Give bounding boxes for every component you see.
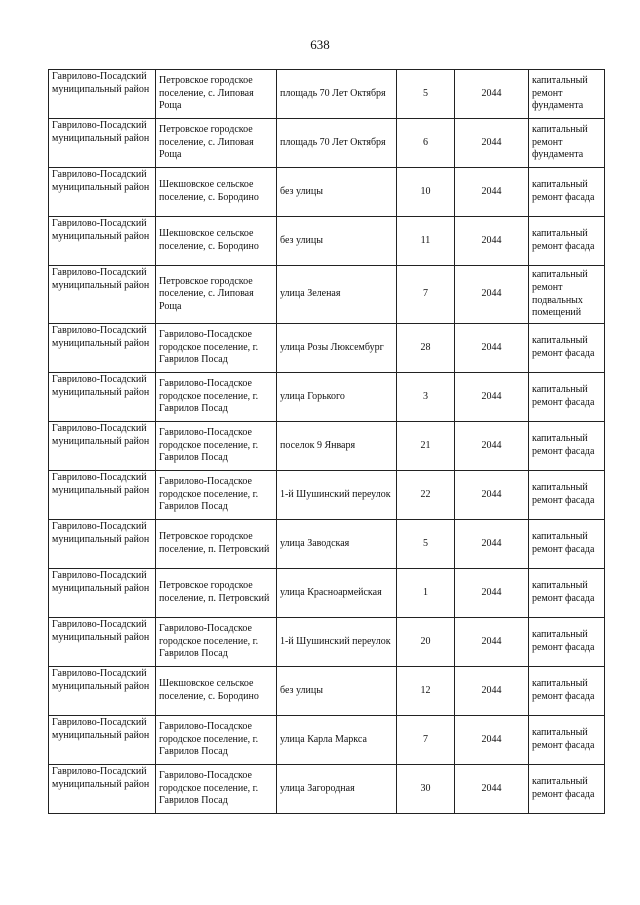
district-cell: Гаврилово-Посадский муниципальный район xyxy=(49,618,156,667)
work-type-cell: капитальный ремонт фасада xyxy=(529,618,605,667)
house-number-cell: 3 xyxy=(397,373,455,422)
district-cell: Гаврилово-Посадский муниципальный район xyxy=(49,373,156,422)
house-number-cell: 12 xyxy=(397,667,455,716)
district-cell: Гаврилово-Посадский муниципальный район xyxy=(49,667,156,716)
district-cell: Гаврилово-Посадский муниципальный район xyxy=(49,716,156,765)
district-cell: Гаврилово-Посадский муниципальный район xyxy=(49,266,156,324)
year-cell: 2044 xyxy=(455,70,529,119)
year-cell: 2044 xyxy=(455,422,529,471)
year-cell: 2044 xyxy=(455,217,529,266)
street-cell: площадь 70 Лет Октября xyxy=(277,70,397,119)
year-cell: 2044 xyxy=(455,716,529,765)
work-type-cell: капитальный ремонт фундамента xyxy=(529,119,605,168)
work-type-cell: капитальный ремонт фасада xyxy=(529,373,605,422)
settlement-cell: Шекшовское сельское поселение, с. Бородино xyxy=(156,168,277,217)
table-row xyxy=(49,765,605,814)
street-cell: улица Заводская xyxy=(277,520,397,569)
work-type-cell: капитальный ремонт фасада xyxy=(529,569,605,618)
table-row xyxy=(49,168,605,217)
settlement-cell: Петровское городское поселение, п. Петровский xyxy=(156,520,277,569)
work-type-cell: капитальный ремонт фасада xyxy=(529,324,605,373)
work-type-cell: капитальный ремонт фундамента xyxy=(529,70,605,119)
house-number-cell: 5 xyxy=(397,520,455,569)
street-cell: улица Горького xyxy=(277,373,397,422)
district-cell: Гаврилово-Посадский муниципальный район xyxy=(49,168,156,217)
settlement-cell: Петровское городское поселение, с. Липовая Роща xyxy=(156,119,277,168)
year-cell: 2044 xyxy=(455,667,529,716)
table-row xyxy=(49,716,605,765)
year-cell: 2044 xyxy=(455,373,529,422)
table-row xyxy=(49,119,605,168)
work-type-cell: капитальный ремонт подвальных помещений xyxy=(529,266,605,324)
table-row xyxy=(49,373,605,422)
street-cell: улица Карла Маркса xyxy=(277,716,397,765)
work-type-cell: капитальный ремонт фасада xyxy=(529,471,605,520)
table-row xyxy=(49,667,605,716)
year-cell: 2044 xyxy=(455,324,529,373)
house-number-cell: 7 xyxy=(397,266,455,324)
house-number-cell: 30 xyxy=(397,765,455,814)
year-cell: 2044 xyxy=(455,520,529,569)
year-cell: 2044 xyxy=(455,765,529,814)
settlement-cell: Гаврилово-Посадское городское поселение, г. Гаврилов Посад xyxy=(156,765,277,814)
house-number-cell: 21 xyxy=(397,422,455,471)
year-cell: 2044 xyxy=(455,471,529,520)
table-row xyxy=(49,569,605,618)
table-row xyxy=(49,324,605,373)
district-cell: Гаврилово-Посадский муниципальный район xyxy=(49,520,156,569)
year-cell: 2044 xyxy=(455,618,529,667)
year-cell: 2044 xyxy=(455,266,529,324)
street-cell: площадь 70 Лет Октября xyxy=(277,119,397,168)
street-cell: улица Розы Люксембург xyxy=(277,324,397,373)
year-cell: 2044 xyxy=(455,119,529,168)
street-cell: 1-й Шушинский переулок xyxy=(277,471,397,520)
settlement-cell: Петровское городское поселение, с. Липовая Роща xyxy=(156,266,277,324)
settlement-cell: Гаврилово-Посадское городское поселение, г. Гаврилов Посад xyxy=(156,422,277,471)
house-number-cell: 1 xyxy=(397,569,455,618)
district-cell: Гаврилово-Посадский муниципальный район xyxy=(49,765,156,814)
work-type-cell: капитальный ремонт фасада xyxy=(529,667,605,716)
settlement-cell: Петровское городское поселение, п. Петровский xyxy=(156,569,277,618)
work-type-cell: капитальный ремонт фасада xyxy=(529,520,605,569)
table-body xyxy=(49,70,605,814)
house-number-cell: 7 xyxy=(397,716,455,765)
table-row xyxy=(49,618,605,667)
house-number-cell: 11 xyxy=(397,217,455,266)
settlement-cell: Шекшовское сельское поселение, с. Бородино xyxy=(156,217,277,266)
work-type-cell: капитальный ремонт фасада xyxy=(529,168,605,217)
district-cell: Гаврилово-Посадский муниципальный район xyxy=(49,217,156,266)
settlement-cell: Шекшовское сельское поселение, с. Бородино xyxy=(156,667,277,716)
district-cell: Гаврилово-Посадский муниципальный район xyxy=(49,471,156,520)
settlement-cell: Гаврилово-Посадское городское поселение, г. Гаврилов Посад xyxy=(156,324,277,373)
house-number-cell: 20 xyxy=(397,618,455,667)
house-number-cell: 22 xyxy=(397,471,455,520)
district-cell: Гаврилово-Посадский муниципальный район xyxy=(49,422,156,471)
year-cell: 2044 xyxy=(455,569,529,618)
settlement-cell: Гаврилово-Посадское городское поселение, г. Гаврилов Посад xyxy=(156,716,277,765)
work-type-cell: капитальный ремонт фасада xyxy=(529,765,605,814)
table-row xyxy=(49,520,605,569)
district-cell: Гаврилово-Посадский муниципальный район xyxy=(49,70,156,119)
house-number-cell: 10 xyxy=(397,168,455,217)
street-cell: улица Загородная xyxy=(277,765,397,814)
district-cell: Гаврилово-Посадский муниципальный район xyxy=(49,119,156,168)
table-row xyxy=(49,217,605,266)
table-row xyxy=(49,422,605,471)
settlement-cell: Гаврилово-Посадское городское поселение, г. Гаврилов Посад xyxy=(156,373,277,422)
table-row xyxy=(49,471,605,520)
street-cell: 1-й Шушинский переулок xyxy=(277,618,397,667)
year-cell: 2044 xyxy=(455,168,529,217)
table-row xyxy=(49,266,605,324)
district-cell: Гаврилово-Посадский муниципальный район xyxy=(49,324,156,373)
repair-schedule-table xyxy=(48,69,605,814)
district-cell: Гаврилово-Посадский муниципальный район xyxy=(49,569,156,618)
street-cell: улица Красноармейская xyxy=(277,569,397,618)
settlement-cell: Петровское городское поселение, с. Липовая Роща xyxy=(156,70,277,119)
settlement-cell: Гаврилово-Посадское городское поселение, г. Гаврилов Посад xyxy=(156,618,277,667)
house-number-cell: 6 xyxy=(397,119,455,168)
street-cell: без улицы xyxy=(277,667,397,716)
house-number-cell: 5 xyxy=(397,70,455,119)
work-type-cell: капитальный ремонт фасада xyxy=(529,422,605,471)
work-type-cell: капитальный ремонт фасада xyxy=(529,716,605,765)
street-cell: без улицы xyxy=(277,217,397,266)
street-cell: улица Зеленая xyxy=(277,266,397,324)
house-number-cell: 28 xyxy=(397,324,455,373)
page-number: 638 xyxy=(310,37,330,52)
settlement-cell: Гаврилово-Посадское городское поселение, г. Гаврилов Посад xyxy=(156,471,277,520)
street-cell: поселок 9 Января xyxy=(277,422,397,471)
table-row xyxy=(49,70,605,119)
work-type-cell: капитальный ремонт фасада xyxy=(529,217,605,266)
street-cell: без улицы xyxy=(277,168,397,217)
